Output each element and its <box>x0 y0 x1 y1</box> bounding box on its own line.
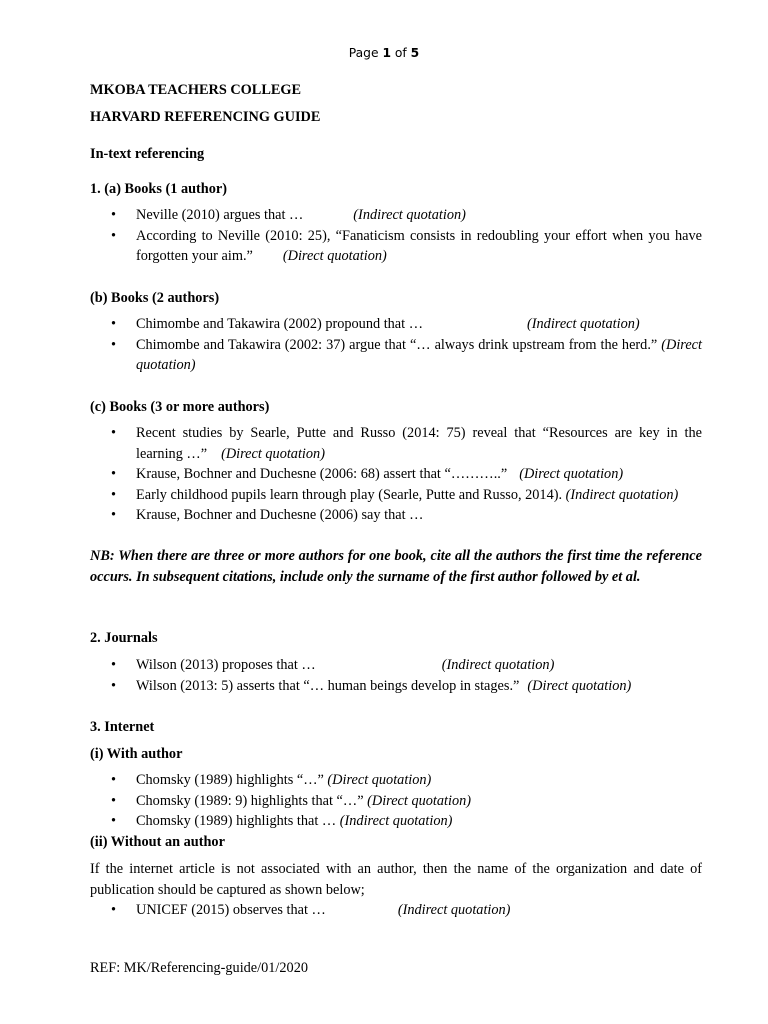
internet-heading: 3. Internet <box>90 719 155 735</box>
list-item <box>90 205 702 226</box>
college-title: MKOBA TEACHERS COLLEGE <box>90 82 302 98</box>
quotation-type: (Indirect quotation) <box>441 657 555 673</box>
page-total: 5 <box>410 46 420 60</box>
books-three-heading: (c) Books (3 or more authors) <box>90 399 270 415</box>
list-item <box>90 505 702 526</box>
list-item <box>90 464 702 485</box>
quotation-type: (Direct quotation) <box>527 677 632 694</box>
quotation-type: (Direct quotation) <box>327 772 432 788</box>
citation-text: Neville (2010) argues that … <box>136 207 304 223</box>
list-item <box>90 791 702 812</box>
citation-text: Krause, Bochner and Duchesne (2006) say that … <box>136 507 424 524</box>
citation-text: Wilson (2013) proposes that … <box>136 657 316 673</box>
bullet-icon: • <box>111 227 117 244</box>
without-author-heading: (ii) Without an author <box>90 834 225 850</box>
books-three-list <box>90 423 702 526</box>
bullet-icon: • <box>111 207 117 223</box>
with-author-heading: (i) With author <box>90 746 183 762</box>
list-item <box>90 770 702 791</box>
citation-text: Chomsky (1989: 9) highlights that “…” <box>136 792 364 809</box>
list-item <box>90 655 702 676</box>
list-item <box>90 314 702 335</box>
bullet-icon: • <box>111 677 117 694</box>
quotation-type: (Indirect quotation) <box>397 902 511 918</box>
nb-note: NB: When there are three or more authors for one book, cite all the authors the first time the reference occurs. In subsequent citations, include only the surname of the first author followed by et al. <box>90 548 702 585</box>
bullet-icon: • <box>111 657 117 673</box>
journals-list <box>90 655 702 696</box>
quotation-type: (Direct quotation) <box>367 792 472 809</box>
citation-text: Chomsky (1989) highlights that … <box>136 813 337 830</box>
quotation-type: (Direct quotation) <box>519 466 624 483</box>
journals-heading: 2. Journals <box>90 630 158 646</box>
quotation-type: (Direct quotation) <box>221 445 325 462</box>
intext-heading: In-text referencing <box>90 146 205 162</box>
citation-text: Chimombe and Takawira (2002) propound that … <box>136 316 423 332</box>
citation-text: Chomsky (1989) highlights “…” <box>136 772 324 788</box>
without-author-paragraph: If the internet article is not associated with an author, then the name of the organization and date of publication should be captured as shown below; <box>90 861 702 898</box>
list-item <box>90 423 702 464</box>
quotation-type: (Indirect quotation) <box>527 316 640 332</box>
books-two-heading: (b) Books (2 authors) <box>90 290 220 306</box>
list-item <box>90 900 702 921</box>
citation-text: Recent studies by Searle, Putte and Russo (2014: 75) reveal that “Resources are key in the learning …” <box>136 425 702 462</box>
bullet-icon: • <box>111 772 117 788</box>
books-one-heading: 1. (a) Books (1 author) <box>90 181 228 197</box>
citation-text: UNICEF (2015) observes that … <box>136 902 326 918</box>
internet-with-author-list <box>90 770 702 832</box>
page-prefix: Page <box>348 46 383 60</box>
citation-text: Early childhood pupils learn through play (Searle, Putte and Russo, 2014). <box>136 486 563 503</box>
quotation-type: (Indirect quotation) <box>339 813 453 830</box>
list-item <box>90 676 702 697</box>
bullet-icon: • <box>111 336 117 353</box>
bullet-icon: • <box>111 813 117 830</box>
footer-reference: REF: MK/Referencing-guide/01/2020 <box>90 960 308 976</box>
bullet-icon: • <box>111 792 117 809</box>
page-of: of <box>391 46 411 60</box>
quotation-type: (Indirect quotation) <box>353 207 466 223</box>
citation-text: Krause, Bochner and Duchesne (2006: 68) assert that “………..” <box>136 466 508 483</box>
bullet-icon: • <box>111 486 117 503</box>
bullet-icon: • <box>111 316 117 332</box>
books-one-list <box>90 205 702 267</box>
page-number <box>0 46 768 60</box>
bullet-icon: • <box>111 425 117 441</box>
bullet-icon: • <box>111 902 117 918</box>
list-item <box>90 335 702 376</box>
list-item <box>90 485 702 506</box>
citation-text: Chimombe and Takawira (2002: 37) argue that “… always drink upstream from the herd.” <box>136 336 658 353</box>
quotation-type: (Direct quotation) <box>282 248 387 265</box>
bullet-icon: • <box>111 507 117 524</box>
internet-without-author-list <box>90 900 702 921</box>
page-current: 1 <box>382 46 391 60</box>
list-item <box>90 226 702 267</box>
list-item <box>90 811 702 832</box>
quotation-type: (Indirect quotation) <box>565 486 679 503</box>
bullet-icon: • <box>111 466 117 483</box>
quotation-type: (Direct quotation) <box>136 336 702 374</box>
books-two-list <box>90 314 702 376</box>
citation-text: According to Neville (2010: 25), “Fanaticism consists in redoubling your effort when you have forgotten your aim.” <box>136 227 702 265</box>
citation-text: Wilson (2013: 5) asserts that “… human beings develop in stages.” <box>136 677 520 694</box>
guide-title: HARVARD REFERENCING GUIDE <box>90 109 321 125</box>
